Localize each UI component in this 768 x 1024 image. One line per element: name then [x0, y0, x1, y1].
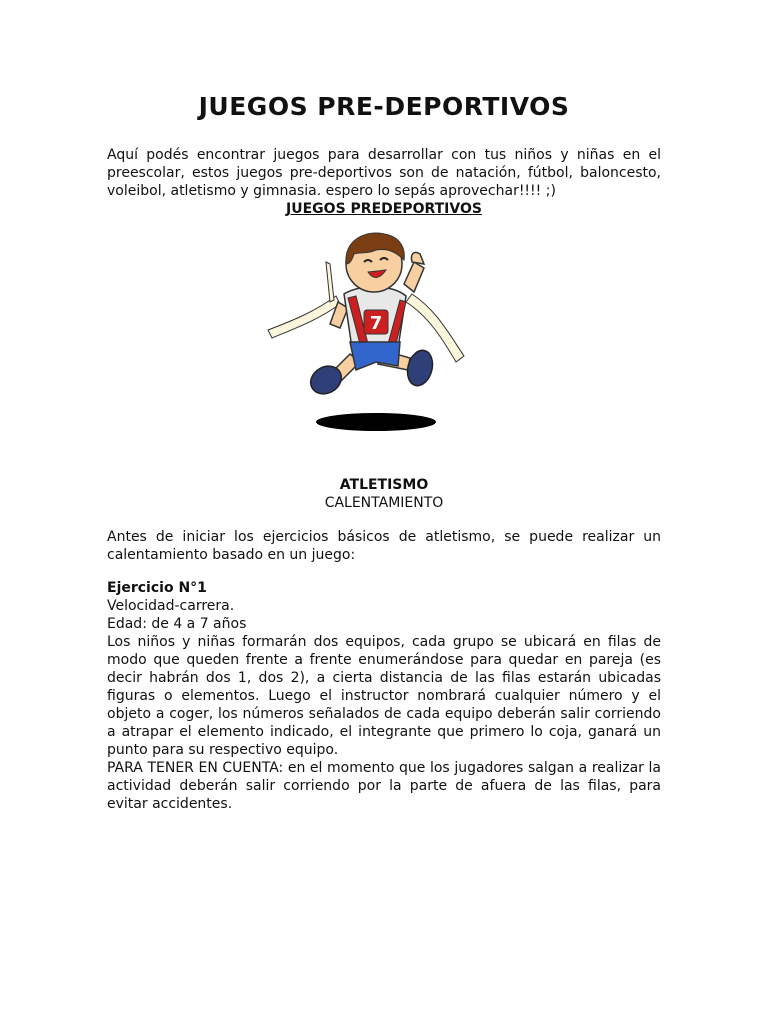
shirt-number: 7 [369, 313, 383, 334]
ground-shadow [316, 413, 436, 431]
exercise-age: Edad: de 4 a 7 años [107, 616, 247, 632]
finish-ribbon-left [268, 296, 340, 338]
exercise-title: Ejercicio N°1 [107, 580, 207, 596]
intro-paragraph: Aquí podés encontrar juegos para desarrollar con tus niños y niñas en el preescolar, estos juegos pre-deportivos son de natación, fútbol, baloncesto, voleibol, atletismo y gimnasia. espero lo sepás aprovechar!!!! ;) [107, 147, 661, 199]
section-intro: Antes de iniciar los ejercicios básicos de atletismo, se puede realizar un calentamiento basado en un juego: [107, 529, 661, 563]
raised-arm [404, 262, 424, 292]
section-subtitle: CALENTAMIENTO [324, 495, 444, 511]
exercise-description: Los niños y niñas formarán dos equipos, cada grupo se ubicará en filas de modo que queden frente a frente enumerándose para quedar en pareja (es decir habrán dos 1, dos 2), a cierta distancia de las filas estarán ubicadas figuras o elementos. Luego el instructor nombrará cualquier número y el objeto a coger, los números señalados de cada equipo deberán salir corriendo a atrapar el elemento indicado, el integrante que primero lo coja, ganará un punto para su respectivo equipo. [107, 634, 661, 758]
subheading: JUEGOS PREDEPORTIVOS [286, 201, 482, 217]
section-title: ATLETISMO [339, 477, 429, 493]
finish-ribbon-right [406, 294, 464, 362]
running-child-illustration [264, 224, 504, 456]
front-shoe [404, 348, 436, 389]
exercise-type: Velocidad-carrera. [107, 598, 235, 614]
page-title: JUEGOS PRE-DEPORTIVOS [198, 92, 570, 121]
exercise-note: PARA TENER EN CUENTA: en el momento que los jugadores salgan a realizar la actividad deberán salir corriendo por la parte de afuera de las filas, para evitar accidentes. [107, 760, 661, 812]
